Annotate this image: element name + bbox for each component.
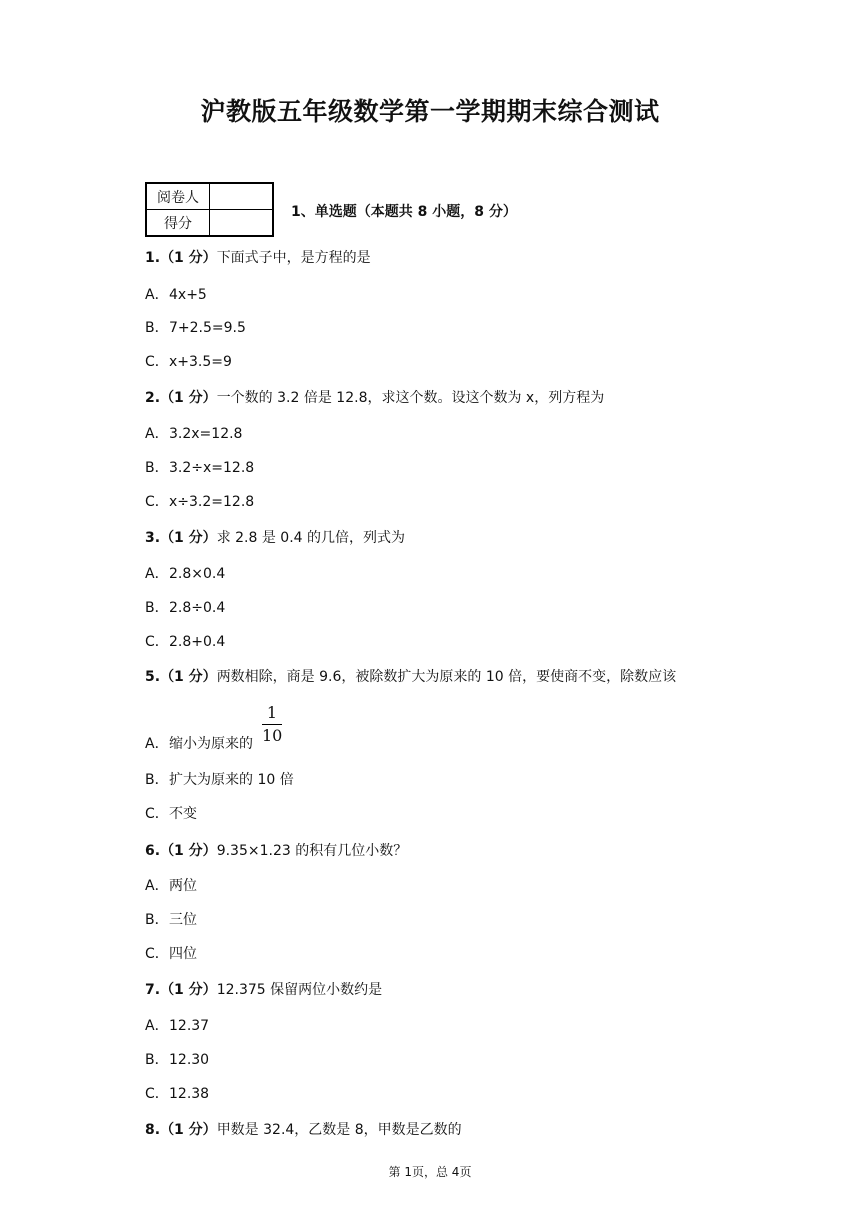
question-2: [145, 387, 604, 407]
question-score: （1 分）: [160, 843, 217, 859]
option-1a: A．4x+5: [145, 287, 207, 303]
question-8: [145, 1119, 462, 1139]
option-6a: A．两位: [145, 878, 197, 894]
page-footer: 第 1页，总 4页: [388, 1165, 472, 1179]
option-3a: A．2.8×0.4: [145, 566, 226, 582]
question-number: 8.: [145, 1122, 161, 1138]
option-5a: A．缩小为原来的: [145, 736, 253, 752]
option-2c: C．x÷3.2=12.8: [145, 494, 255, 510]
option-7b: B．12.30: [145, 1052, 210, 1068]
grader-blank-cell: [210, 183, 274, 210]
question-score: （1 分）: [160, 530, 217, 546]
fraction-one-tenth: [262, 704, 282, 745]
question-text: 求 2.8 是 0.4 的几倍，列式为: [216, 530, 406, 546]
question-score: （1 分）: [160, 982, 217, 998]
question-score: （1 分）: [160, 390, 217, 406]
section-heading: 1、单选题（本题共 8 小题，8 分）: [291, 204, 517, 220]
option-2a: A．3.2x=12.8: [145, 426, 243, 442]
question-number: 2.: [145, 390, 161, 406]
grader-score-table: [145, 182, 274, 237]
page-title: 沪教版五年级数学第一学期期末综合测试: [200, 97, 660, 126]
question-score: （1 分）: [160, 250, 217, 266]
option-5c: C．不变: [145, 806, 197, 822]
option-2b: B．3.2÷x=12.8: [145, 460, 255, 476]
option-3b: B．2.8÷0.4: [145, 600, 226, 616]
fraction-numerator: 1: [266, 703, 278, 722]
question-score: （1 分）: [160, 1122, 217, 1138]
question-1: [145, 247, 371, 267]
question-text: 12.375 保留两位小数约是: [216, 982, 383, 998]
fraction-denominator: 10: [262, 726, 283, 745]
question-number: 6.: [145, 843, 161, 859]
grader-label: 阅卷人: [146, 183, 210, 210]
question-6: [145, 840, 407, 860]
question-3: [145, 527, 405, 547]
question-text: 下面式子中，是方程的是: [216, 250, 371, 266]
option-7a: A．12.37: [145, 1018, 210, 1034]
option-1c: C．x+3.5=9: [145, 354, 232, 370]
question-text: 9.35×1.23 的积有几位小数？: [216, 843, 408, 859]
fraction-bar: [262, 724, 282, 725]
score-label: 得分: [146, 210, 210, 237]
question-score: （1 分）: [160, 669, 217, 685]
option-5b: B．扩大为原来的 10 倍: [145, 772, 294, 788]
question-text: 甲数是 32.4，乙数是 8，甲数是乙数的: [216, 1122, 462, 1138]
option-7c: C．12.38: [145, 1086, 210, 1102]
question-number: 5.: [145, 669, 161, 685]
option-6b: B．三位: [145, 912, 197, 928]
question-number: 7.: [145, 982, 161, 998]
option-6c: C．四位: [145, 946, 197, 962]
question-5: [145, 666, 676, 686]
question-text: 两数相除，商是 9.6，被除数扩大为原来的 10 倍，要使商不变，除数应该: [216, 669, 677, 685]
question-text: 一个数的 3.2 倍是 12.8，求这个数。设这个数为 x，列方程为: [216, 390, 605, 406]
question-number: 3.: [145, 530, 161, 546]
question-number: 1.: [145, 250, 161, 266]
question-7: [145, 979, 382, 999]
option-3c: C．2.8+0.4: [145, 634, 226, 650]
option-1b: B．7+2.5=9.5: [145, 320, 246, 336]
score-blank-cell: [210, 210, 274, 237]
